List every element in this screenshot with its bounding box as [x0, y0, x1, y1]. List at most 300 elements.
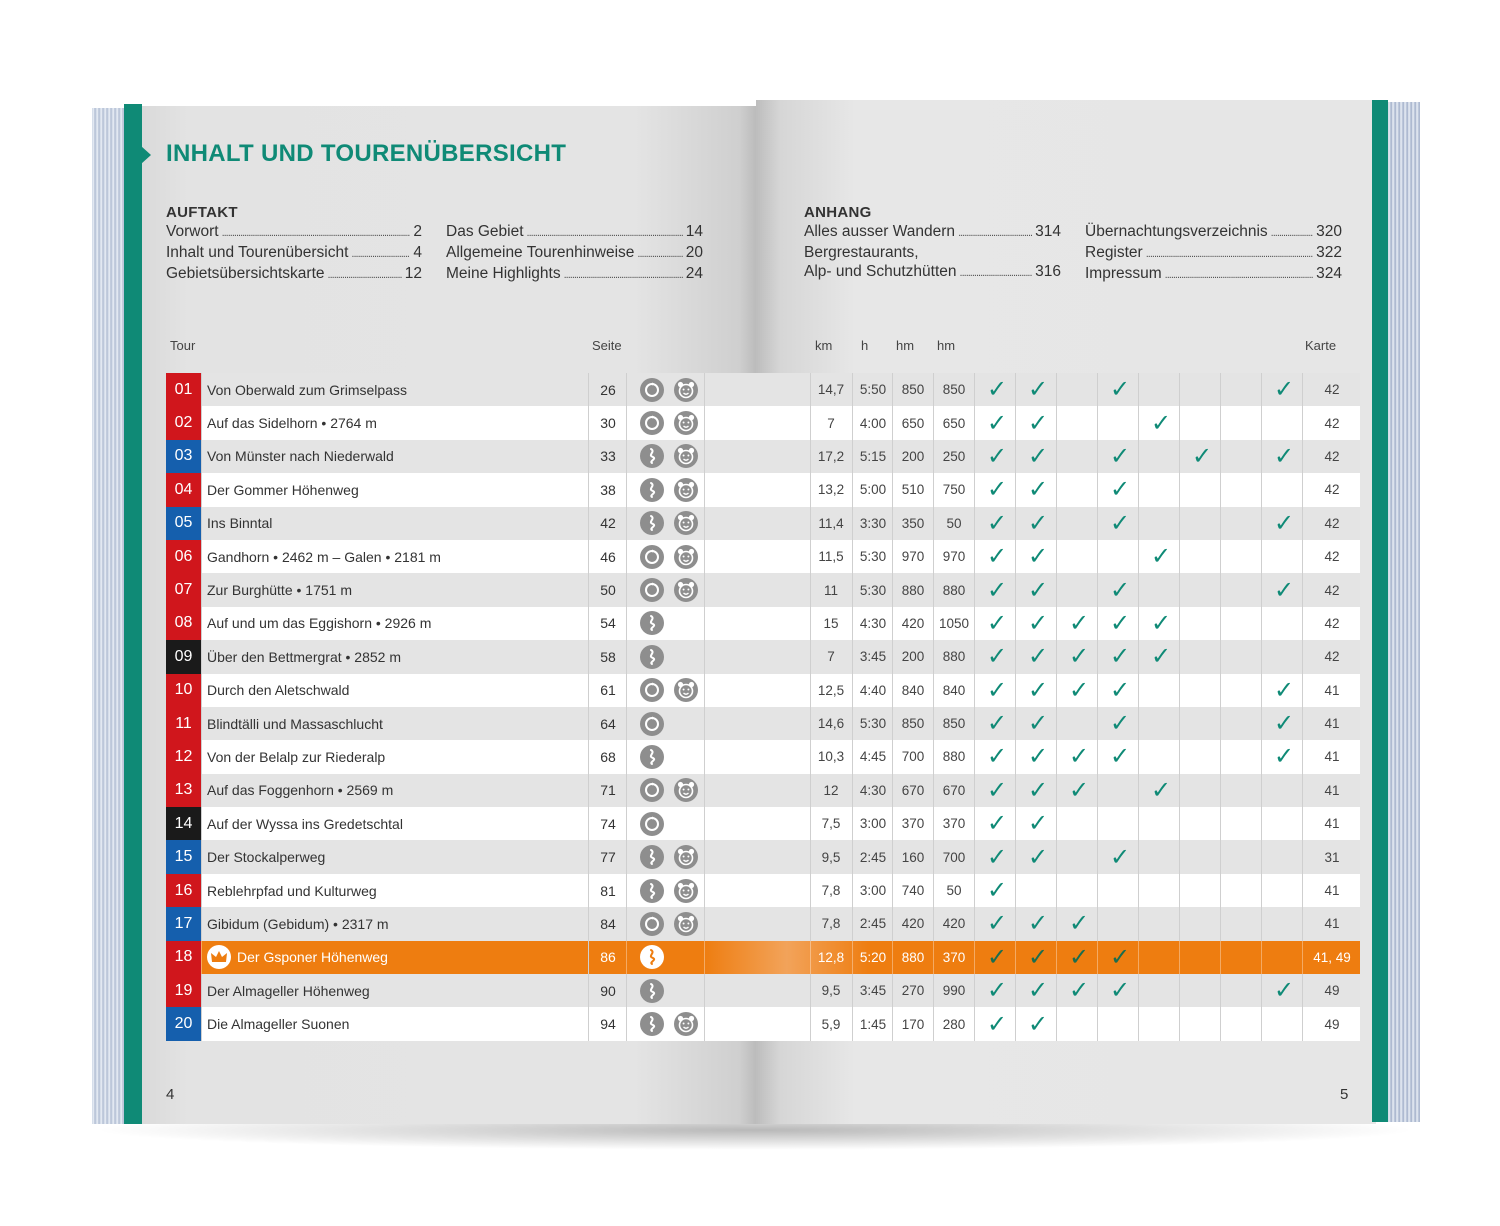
check-icon: ✓ [1068, 643, 1090, 671]
column-divider [974, 507, 975, 540]
route-type [638, 573, 666, 606]
tour-hm1: 850 [901, 716, 925, 732]
column-divider [1179, 674, 1180, 707]
tour-hm2: 750 [942, 482, 966, 498]
tour-map: 41 [1324, 682, 1340, 698]
column-divider [201, 740, 202, 773]
check-icon: ✓ [1027, 543, 1049, 571]
route-type [638, 1007, 666, 1040]
column-divider [892, 740, 893, 773]
check-icon: ✓ [1273, 676, 1295, 704]
column-divider [1220, 941, 1221, 974]
tour-map: 41 [1324, 816, 1340, 832]
tour-km: 12,5 [817, 682, 845, 698]
tour-name[interactable]: Von der Belalp zur Riederalp [207, 748, 386, 765]
tour-table [166, 373, 1360, 1041]
tour-row[interactable] [166, 406, 1360, 439]
column-divider [201, 774, 202, 807]
tour-name[interactable]: Über den Bettmergrat • 2852 m [207, 648, 401, 665]
tour-page: 71 [588, 774, 627, 807]
route-type [638, 540, 666, 573]
column-divider [974, 941, 975, 974]
check-icon: ✓ [1027, 376, 1049, 404]
tour-map: 42 [1324, 649, 1340, 665]
column-divider [892, 807, 893, 840]
toc-entry[interactable]: Vorwort ..... 2 [166, 222, 422, 243]
column-divider [201, 640, 202, 673]
header-seite: Seite [592, 338, 622, 353]
tour-row[interactable] [166, 740, 1360, 773]
tour-hm2: 850 [942, 716, 966, 732]
tour-name[interactable]: Gibidum (Gebidum) • 2317 m [207, 915, 389, 932]
check-icon: ✓ [1109, 977, 1131, 1005]
one-way-route-icon [640, 745, 664, 769]
tour-row[interactable] [166, 974, 1360, 1007]
tour-hm2: 880 [942, 582, 966, 598]
column-divider [852, 373, 853, 406]
bear-icon [674, 511, 698, 535]
column-divider [1138, 774, 1139, 807]
route-type [638, 774, 666, 807]
tour-row[interactable] [166, 807, 1360, 840]
column-divider [1220, 707, 1221, 740]
tour-hm1: 350 [901, 515, 925, 531]
column-divider [974, 473, 975, 506]
column-divider [1220, 540, 1221, 573]
column-divider [1302, 941, 1303, 974]
family-column [672, 440, 700, 473]
tour-map: 42 [1324, 549, 1340, 565]
tour-row[interactable] [166, 840, 1360, 873]
column-divider [1261, 740, 1262, 773]
tour-number: 16 [166, 874, 201, 907]
one-way-route-icon [640, 879, 664, 903]
tour-name[interactable]: Zur Burghütte • 1751 m [207, 582, 352, 599]
check-icon: ✓ [1109, 843, 1131, 871]
toc-entry[interactable]: Übernachtungsverzeichnis ..... 320 [1085, 222, 1342, 243]
one-way-route-icon [640, 845, 664, 869]
column-divider [201, 941, 202, 974]
check-icon: ✓ [1068, 943, 1090, 971]
column-divider [1302, 807, 1303, 840]
column-divider [852, 740, 853, 773]
tour-h: 1:45 [859, 1016, 887, 1032]
check-icon: ✓ [1273, 442, 1295, 470]
tour-page: 42 [588, 507, 627, 540]
tour-row[interactable] [166, 941, 1360, 974]
tour-hm2: 850 [942, 382, 966, 398]
tour-h: 3:00 [859, 816, 887, 832]
tour-name[interactable]: Durch den Aletschwald [207, 682, 350, 699]
route-type [638, 607, 666, 640]
check-icon: ✓ [1109, 676, 1131, 704]
column-divider [704, 974, 705, 1007]
check-icon: ✓ [986, 743, 1008, 771]
tour-h: 4:30 [859, 782, 887, 798]
column-divider [974, 907, 975, 940]
check-icon: ✓ [986, 543, 1008, 571]
family-column [672, 974, 700, 1007]
column-divider [852, 540, 853, 573]
toc-entry[interactable]: Allgemeine Tourenhinweise ..... 20 [446, 243, 703, 264]
check-icon: ✓ [986, 376, 1008, 404]
toc-entry: Bergrestaurants, [804, 244, 919, 261]
toc-entry[interactable]: Inhalt und Tourenübersicht ..... 4 [166, 243, 422, 264]
column-divider [1302, 640, 1303, 673]
check-icon: ✓ [1150, 643, 1172, 671]
tour-name[interactable]: Auf das Sidelhorn • 2764 m [207, 415, 377, 432]
bear-icon [674, 778, 698, 802]
column-divider [1097, 540, 1098, 573]
column-divider [974, 573, 975, 606]
tour-h: 5:30 [859, 716, 887, 732]
column-divider [974, 974, 975, 1007]
check-icon: ✓ [1273, 710, 1295, 738]
check-icon: ✓ [1027, 943, 1049, 971]
family-column [672, 573, 700, 606]
tour-hm1: 850 [901, 382, 925, 398]
tour-row[interactable] [166, 907, 1360, 940]
tour-name[interactable]: Auf und um das Eggishorn • 2926 m [207, 615, 432, 632]
tour-h: 4:40 [859, 682, 887, 698]
tour-map: 42 [1324, 415, 1340, 431]
check-icon: ✓ [1109, 442, 1131, 470]
column-divider [852, 941, 853, 974]
tour-page: 30 [588, 406, 627, 439]
tour-km: 7,8 [821, 883, 841, 899]
check-icon: ✓ [1027, 643, 1049, 671]
check-icon: ✓ [986, 810, 1008, 838]
route-type [638, 640, 666, 673]
column-divider [892, 1007, 893, 1040]
tour-page: 33 [588, 440, 627, 473]
column-divider [704, 507, 705, 540]
tour-row[interactable] [166, 540, 1360, 573]
left-color-band [124, 104, 142, 1124]
tour-number: 01 [166, 373, 201, 406]
column-divider [852, 707, 853, 740]
check-icon: ✓ [1027, 776, 1049, 804]
column-divider [1220, 774, 1221, 807]
check-icon: ✓ [986, 442, 1008, 470]
tour-name[interactable]: Gandhorn • 2462 m – Galen • 2181 m [207, 548, 441, 565]
tour-map: 42 [1324, 382, 1340, 398]
check-icon: ✓ [1027, 843, 1049, 871]
check-icon: ✓ [1273, 576, 1295, 604]
column-divider [201, 607, 202, 640]
column-divider [201, 974, 202, 1007]
route-type [638, 740, 666, 773]
column-divider [1302, 907, 1303, 940]
family-column [672, 840, 700, 873]
route-type [638, 373, 666, 406]
column-divider [1220, 740, 1221, 773]
tour-number: 12 [166, 740, 201, 773]
bear-icon [674, 879, 698, 903]
tour-row[interactable] [166, 674, 1360, 707]
route-type [638, 406, 666, 439]
column-divider [1261, 1007, 1262, 1040]
tour-row[interactable] [166, 774, 1360, 807]
tour-hm1: 650 [901, 415, 925, 431]
column-divider [1302, 607, 1303, 640]
tour-hm1: 840 [901, 682, 925, 698]
column-divider [852, 640, 853, 673]
column-divider [1097, 573, 1098, 606]
tour-name[interactable]: Auf der Wyssa ins Gredetschtal [207, 815, 403, 832]
header-hm-up: hm [896, 338, 915, 353]
column-divider [704, 640, 705, 673]
route-type [638, 974, 666, 1007]
check-icon: ✓ [1273, 743, 1295, 771]
tour-hm2: 650 [942, 415, 966, 431]
column-divider [1261, 540, 1262, 573]
column-divider [201, 540, 202, 573]
tour-hm1: 970 [901, 549, 925, 565]
tour-hm1: 200 [901, 448, 925, 464]
check-icon: ✓ [1068, 776, 1090, 804]
check-icon: ✓ [1027, 1010, 1049, 1038]
check-icon: ✓ [986, 476, 1008, 504]
column-divider [1220, 406, 1221, 439]
tour-number: 13 [166, 774, 201, 807]
one-way-route-icon [640, 444, 664, 468]
column-divider [1097, 874, 1098, 907]
check-icon: ✓ [1027, 676, 1049, 704]
tour-km: 7 [827, 649, 835, 665]
column-divider [1302, 540, 1303, 573]
tour-map: 31 [1324, 849, 1340, 865]
tour-hm1: 170 [901, 1016, 925, 1032]
tour-page: 94 [588, 1007, 627, 1040]
family-column [672, 874, 700, 907]
tour-name[interactable]: Blindtälli und Massaschlucht [207, 715, 383, 732]
check-icon: ✓ [1068, 676, 1090, 704]
column-divider [704, 840, 705, 873]
tour-row[interactable] [166, 707, 1360, 740]
tour-hm2: 700 [942, 849, 966, 865]
one-way-route-icon [640, 645, 664, 669]
tour-name[interactable]: Reblehrpfad und Kulturweg [207, 882, 377, 899]
column-divider [1261, 907, 1262, 940]
bear-icon [674, 578, 698, 602]
column-divider [1261, 974, 1262, 1007]
tour-km: 13,2 [817, 482, 845, 498]
check-icon: ✓ [1068, 910, 1090, 938]
column-divider [1056, 874, 1057, 907]
column-divider [852, 406, 853, 439]
tour-row[interactable] [166, 473, 1360, 506]
tour-name[interactable]: Ins Binntal [207, 515, 273, 532]
tour-hm1: 270 [901, 983, 925, 999]
column-divider [1179, 573, 1180, 606]
tour-name[interactable]: Von Oberwald zum Grimselpass [207, 381, 407, 398]
family-column [672, 640, 700, 673]
tour-page: 58 [588, 640, 627, 673]
route-type [638, 807, 666, 840]
family-column [672, 1007, 700, 1040]
check-icon: ✓ [986, 943, 1008, 971]
tour-number: 08 [166, 607, 201, 640]
tour-km: 14,7 [817, 382, 845, 398]
bear-icon [674, 545, 698, 569]
column-divider [974, 707, 975, 740]
column-divider [1138, 1007, 1139, 1040]
family-column [672, 507, 700, 540]
column-divider [1097, 373, 1098, 406]
tour-name[interactable]: Der Stockalperweg [207, 849, 326, 866]
column-divider [1179, 907, 1180, 940]
check-icon: ✓ [1109, 943, 1131, 971]
tour-row[interactable] [166, 607, 1360, 640]
header-km: km [815, 338, 833, 353]
column-divider [1261, 507, 1262, 540]
toc-entry[interactable]: Impressum ..... 324 [1085, 264, 1342, 285]
tour-km: 12 [823, 782, 839, 798]
column-divider [892, 540, 893, 573]
column-divider [704, 440, 705, 473]
route-type [638, 473, 666, 506]
header-tour: Tour [170, 338, 196, 353]
route-type [638, 440, 666, 473]
page-title: INHALT UND TOURENÜBERSICHT [166, 140, 567, 167]
one-way-route-icon [640, 511, 664, 535]
column-divider [892, 907, 893, 940]
tour-h: 3:45 [859, 983, 887, 999]
column-divider [1179, 874, 1180, 907]
tour-hm2: 280 [942, 1016, 966, 1032]
tour-hm2: 840 [942, 682, 966, 698]
column-divider [1097, 840, 1098, 873]
column-divider [704, 473, 705, 506]
toc-entry[interactable]: Das Gebiet ..... 14 [446, 222, 703, 243]
tour-number: 19 [166, 974, 201, 1007]
tour-number: 11 [166, 707, 201, 740]
loop-route-icon [640, 678, 664, 702]
tour-number: 09 [166, 640, 201, 673]
tour-hm2: 970 [942, 549, 966, 565]
toc-entry[interactable]: Alles ausser Wandern ..... 314 [804, 222, 1061, 243]
column-divider [1220, 840, 1221, 873]
tour-row[interactable] [166, 573, 1360, 606]
check-icon: ✓ [1027, 576, 1049, 604]
column-divider [1261, 807, 1262, 840]
column-divider [201, 473, 202, 506]
header-h: h [861, 338, 869, 353]
check-icon: ✓ [1109, 609, 1131, 637]
tour-hm1: 420 [901, 615, 925, 631]
column-divider [201, 840, 202, 873]
family-column [672, 774, 700, 807]
tour-row[interactable] [166, 640, 1360, 673]
tour-row[interactable] [166, 1007, 1360, 1040]
column-divider [1220, 874, 1221, 907]
column-divider [201, 573, 202, 606]
route-type [638, 907, 666, 940]
column-divider [1261, 840, 1262, 873]
check-icon: ✓ [1027, 977, 1049, 1005]
tour-name[interactable]: Auf das Foggenhorn • 2569 m [207, 782, 394, 799]
tour-name[interactable]: Der Almageller Höhenweg [207, 982, 370, 999]
column-divider [852, 807, 853, 840]
family-column [672, 674, 700, 707]
tour-row[interactable] [166, 874, 1360, 907]
tour-map: 41 [1324, 716, 1340, 732]
tour-km: 7 [827, 415, 835, 431]
tour-map: 42 [1324, 482, 1340, 498]
column-divider [892, 440, 893, 473]
tour-number: 06 [166, 540, 201, 573]
column-divider [974, 440, 975, 473]
family-column [672, 406, 700, 439]
column-divider [892, 373, 893, 406]
route-type [638, 840, 666, 873]
column-divider [892, 640, 893, 673]
tour-km: 7,5 [821, 816, 841, 832]
tour-name[interactable] [207, 941, 587, 974]
tour-name[interactable]: Der Gommer Höhenweg [207, 481, 359, 498]
tour-name[interactable]: Die Almageller Suonen [207, 1016, 350, 1033]
tour-page: 81 [588, 874, 627, 907]
tour-row[interactable] [166, 440, 1360, 473]
tour-row[interactable] [166, 507, 1360, 540]
loop-route-icon [640, 712, 664, 736]
tour-km: 10,3 [817, 749, 845, 765]
tour-h: 4:45 [859, 749, 887, 765]
check-icon: ✓ [1273, 509, 1295, 537]
tour-name[interactable]: Von Münster nach Niederwald [207, 448, 394, 465]
column-divider [1179, 740, 1180, 773]
route-type [638, 941, 666, 974]
tour-row[interactable] [166, 373, 1360, 406]
column-divider [852, 607, 853, 640]
column-divider [201, 907, 202, 940]
tour-page: 74 [588, 807, 627, 840]
check-icon: ✓ [1027, 476, 1049, 504]
column-divider [1302, 774, 1303, 807]
column-divider [1220, 807, 1221, 840]
tour-page: 77 [588, 840, 627, 873]
column-divider [892, 607, 893, 640]
tour-h: 5:30 [859, 549, 887, 565]
toc-entry[interactable]: Alp- und Schutzhütten ..... 316 [804, 262, 1061, 283]
toc-entry[interactable]: Register ..... 322 [1085, 243, 1342, 264]
column-divider [1179, 440, 1180, 473]
tour-hm1: 740 [901, 883, 925, 899]
tour-number: 15 [166, 840, 201, 873]
tour-page: 38 [588, 473, 627, 506]
tour-map: 42 [1324, 615, 1340, 631]
column-divider [1220, 907, 1221, 940]
tour-km: 11,4 [818, 515, 844, 531]
tour-map: 42 [1324, 582, 1340, 598]
tour-km: 14,6 [817, 716, 845, 732]
route-type [638, 507, 666, 540]
tour-hm2: 880 [942, 749, 966, 765]
column-divider [1261, 440, 1262, 473]
tour-hm1: 510 [901, 482, 925, 498]
check-icon: ✓ [1027, 810, 1049, 838]
column-divider [704, 774, 705, 807]
check-icon: ✓ [1027, 609, 1049, 637]
toc-entry[interactable]: Gebietsübersichtskarte ..... 12 [166, 264, 422, 285]
column-divider [1220, 974, 1221, 1007]
tour-map: 41, 49 [1313, 949, 1351, 965]
column-divider [1138, 907, 1139, 940]
toc-entry[interactable]: Meine Highlights ..... 24 [446, 264, 703, 285]
tour-number: 04 [166, 473, 201, 506]
column-divider [974, 540, 975, 573]
